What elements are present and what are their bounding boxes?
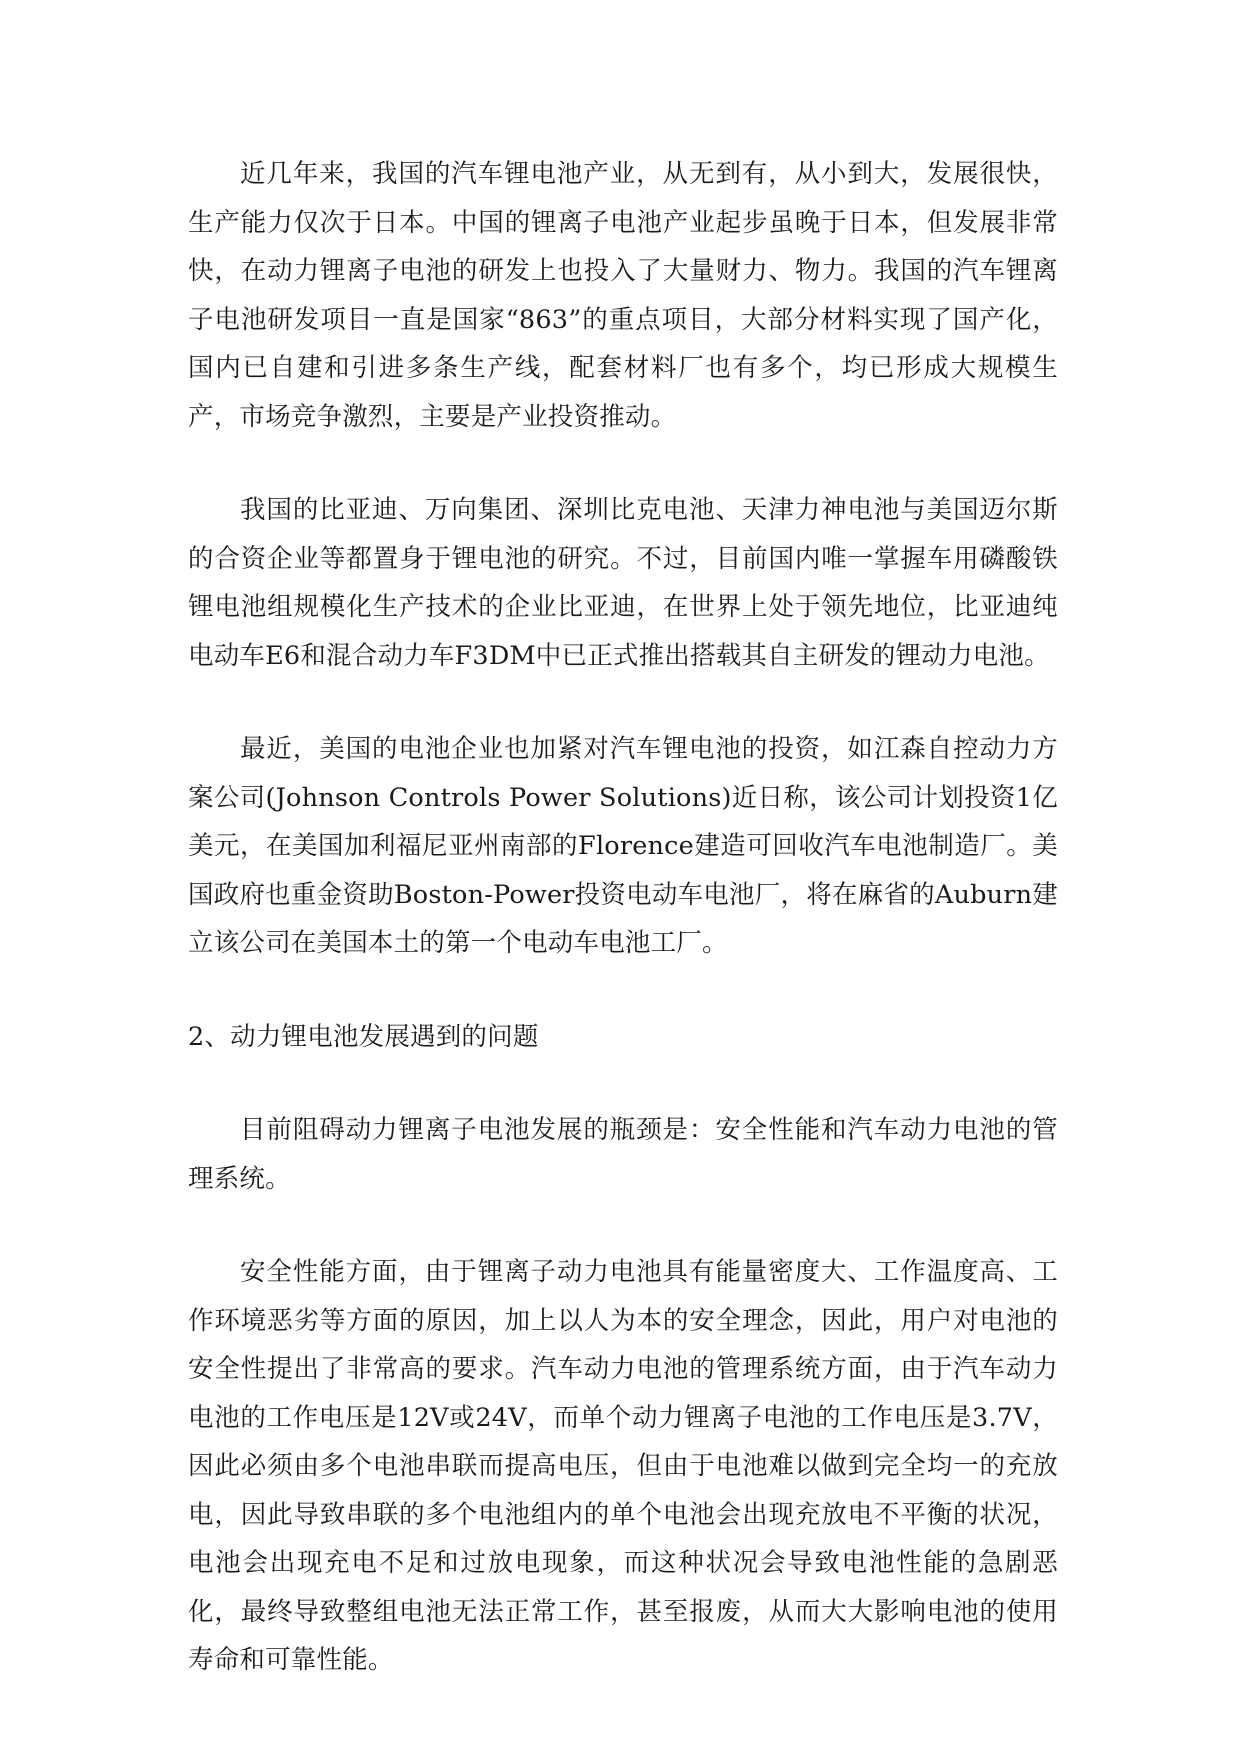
paragraph-industry-overview: 近几年来，我国的汽车锂电池产业，从无到有，从小到大，发展很快，生产能力仅次于日本。中国的锂离子电池产业起步虽晚于日本，但发展非常快，在动力锂离子电池的研发上也投入了大量财力、物力。我国的汽车锂离子电池研发项目一直是国家“863”的重点项目，大部分材料实现了国产化，国内已自建和引进多条生产线，配套材料厂也有多个，均已形成大规模生产，市场竞争激烈，主要是产业投资推动。	[188, 159, 1058, 432]
paragraph-safety-management: 安全性能方面，由于锂离子动力电池具有能量密度大、工作温度高、工作环境恶劣等方面的原因，加上以人为本的安全理念，因此，用户对电池的安全性提出了非常高的要求。汽车动力电池的管理系统方面，由于汽车动力电池的工作电压是12V或24V，而单个动力锂离子电池的工作电压是3.7V，因此必须由多个电池串联而提高电压，但由于电池难以做到完全均一的充放电，因此导致串联的多个电池组内的单个电池会出现充放电不平衡的状况，电池会出现充电不足和过放电现象，而这种状况会导致电池性能的急剧恶化，最终导致整组电池无法正常工作，甚至报废，从而大大影响电池的使用寿命和可靠性能。	[188, 1257, 1058, 1675]
paragraph-us-investment: 最近，美国的电池企业也加紧对汽车锂电池的投资，如江森自控动力方案公司(Johnson Controls Power Solutions)近日称，该公司计划投资1亿美元，在美国加利福尼亚州南部的Florence建造可回收汽车电池制造厂。美国政府也重金资助Boston-Power投资电动车电池厂，将在麻省的Auburn建立该公司在美国本土的第一个电动车电池工厂。	[188, 734, 1058, 958]
paragraph-domestic-companies: 我国的比亚迪、万向集团、深圳比克电池、天津力神电池与美国迈尔斯的合资企业等都置身于锂电池的研究。不过，目前国内唯一掌握车用磷酸铁锂电池组规模化生产技术的企业比亚迪，在世界上处于领先地位，比亚迪纯电动车E6和混合动力车F3DM中已正式推出搭载其自主研发的锂动力电池。	[188, 495, 1058, 671]
document-page	[188, 150, 1058, 1730]
paragraph-bottleneck: 目前阻碍动力锂离子电池发展的瓶颈是：安全性能和汽车动力电池的管理系统。	[188, 1115, 1058, 1194]
section-heading: 2、动力锂电池发展遇到的问题	[188, 1021, 539, 1052]
